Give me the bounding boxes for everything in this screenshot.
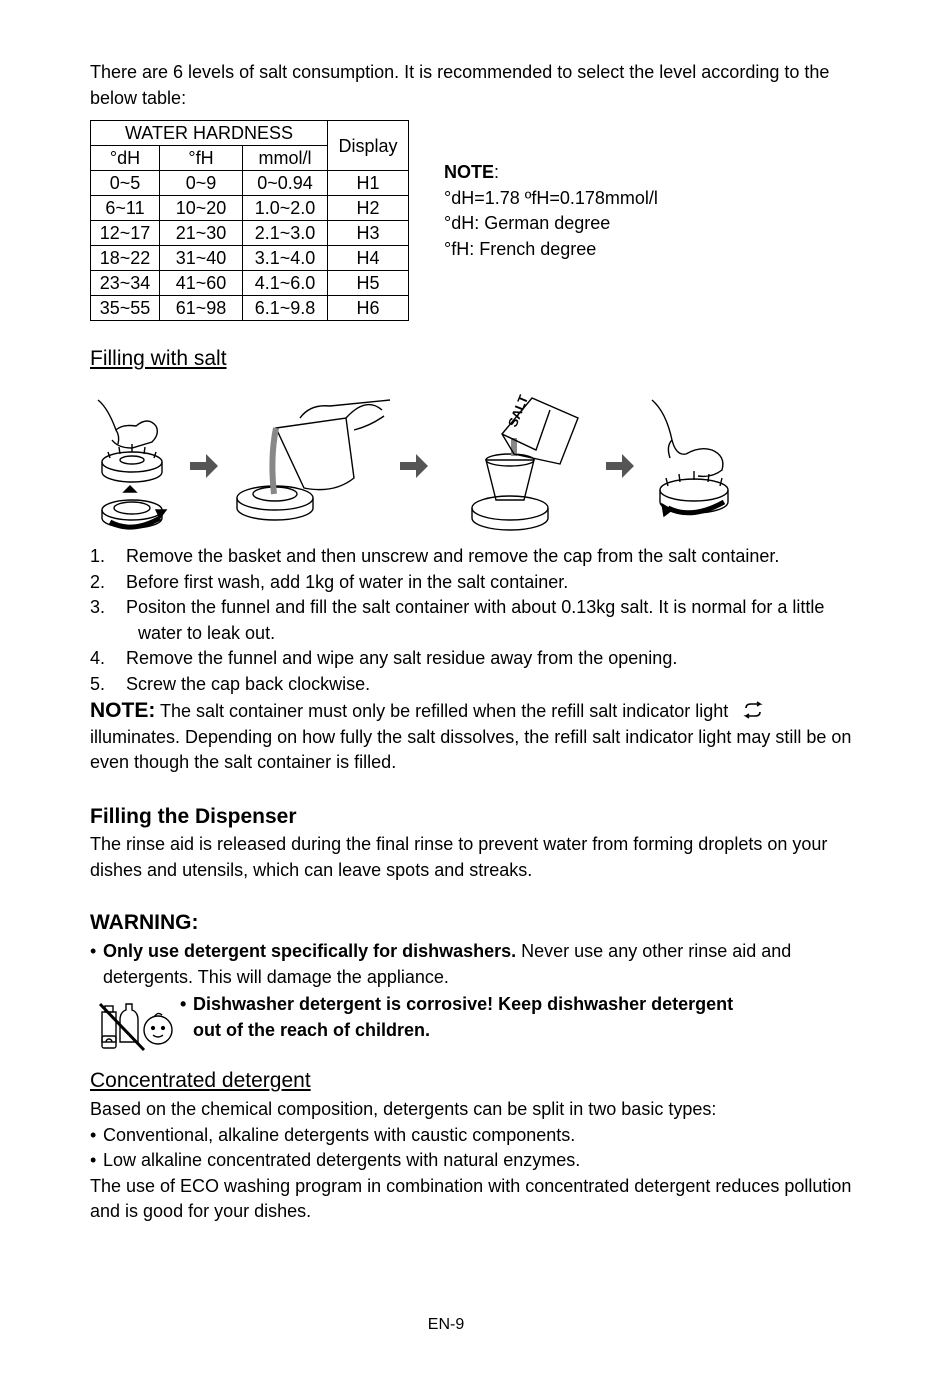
page-number: EN-9 bbox=[427, 1316, 465, 1333]
step-number: 5. bbox=[90, 673, 106, 694]
note-label: NOTE bbox=[444, 162, 495, 182]
water-hardness-table bbox=[90, 120, 409, 321]
table-cell: 31~40 bbox=[160, 246, 243, 271]
table-row bbox=[91, 221, 409, 246]
bullet: • bbox=[90, 1150, 97, 1171]
list-item bbox=[90, 570, 860, 596]
step-text: Before first wash, add 1kg of water in the salt container. bbox=[126, 571, 569, 592]
warning-item bbox=[90, 939, 860, 990]
table-cell: 4.1~6.0 bbox=[243, 271, 328, 296]
note-text: The salt container must only be refilled when the refill salt indicator light bbox=[160, 701, 729, 721]
heading-filling-dispenser: Filling the Dispenser bbox=[90, 805, 297, 828]
concentrated-text bbox=[90, 1097, 860, 1225]
arrow-right-icon bbox=[606, 454, 634, 478]
step-text: Screw the cap back clockwise. bbox=[126, 673, 371, 694]
table-cell: H2 bbox=[328, 196, 409, 221]
concentrated-intro: Based on the chemical composition, detergents can be split in two basic types: bbox=[90, 1099, 717, 1119]
step-text: Positon the funnel and fill the salt container with about 0.13kg salt. It is normal for a little water to leak out. bbox=[126, 597, 825, 643]
list-item bbox=[90, 595, 860, 646]
note-line: °fH: French degree bbox=[444, 238, 597, 259]
table-cell: 18~22 bbox=[91, 246, 160, 271]
salt-steps-illustration bbox=[90, 390, 750, 540]
table-cell: H6 bbox=[328, 296, 409, 321]
concentrated-closing: The use of ECO washing program in combination with concentrated detergent reduces pollution and is good for your dishes. bbox=[90, 1175, 852, 1222]
table-display-header: Display bbox=[328, 121, 409, 171]
note-label: NOTE: bbox=[90, 699, 156, 722]
step-number: 4. bbox=[90, 648, 106, 669]
table-cell: 1.0~2.0 bbox=[243, 196, 328, 221]
table-cell: 10~20 bbox=[160, 196, 243, 221]
note-colon: : bbox=[494, 162, 500, 182]
salt-note bbox=[90, 698, 860, 776]
step-text: Remove the funnel and wipe any salt residue away from the opening. bbox=[126, 648, 678, 669]
note-line: °dH: German degree bbox=[444, 213, 611, 234]
table-cell: 6~11 bbox=[91, 196, 160, 221]
salt-pack-label: SALT bbox=[504, 392, 532, 430]
arrow-right-icon bbox=[190, 454, 218, 478]
dispenser-text: The rinse aid is released during the final rinse to prevent water from forming droplets on your dishes and utensils, which can leave spots and streaks. bbox=[90, 834, 828, 880]
hand-cap-close-icon bbox=[652, 400, 728, 516]
step-text: Remove the basket and then unscrew and remove the cap from the salt container. bbox=[126, 546, 780, 566]
table-cell: 23~34 bbox=[91, 271, 160, 296]
list-item bbox=[90, 1148, 860, 1174]
warning-text: Never use any other rinse aid and detergents. This will damage the appliance. bbox=[103, 941, 792, 987]
table-cell: 41~60 bbox=[160, 271, 243, 296]
table-cell: 0~5 bbox=[91, 171, 160, 196]
step-number: 2. bbox=[90, 571, 106, 592]
warning-bold-text: Only use detergent specifically for dishwashers. bbox=[103, 941, 517, 961]
table-cell: 6.1~9.8 bbox=[243, 296, 328, 321]
salt-indicator-icon bbox=[743, 701, 763, 719]
list-item bbox=[90, 672, 860, 698]
table-cell: H5 bbox=[328, 271, 409, 296]
bullet-text: Conventional, alkaline detergents with caustic components. bbox=[103, 1124, 576, 1145]
table-cell: H3 bbox=[328, 221, 409, 246]
table-col-header: °dH bbox=[91, 146, 160, 171]
heading-filling-salt: Filling with salt bbox=[90, 347, 227, 370]
table-row bbox=[91, 171, 409, 196]
table-group-header: WATER HARDNESS bbox=[91, 121, 328, 146]
note-text: illuminates. Depending on how fully the salt dissolves, the refill salt indicator light may still be on even though the salt container is filled. bbox=[90, 726, 852, 773]
table-cell: 12~17 bbox=[91, 221, 160, 246]
table-cell: H4 bbox=[328, 246, 409, 271]
heading-warning: WARNING: bbox=[90, 911, 199, 934]
bullet-text: Low alkaline concentrated detergents with natural enzymes. bbox=[103, 1150, 581, 1171]
hand-cap-icon bbox=[98, 400, 166, 528]
table-cell: 35~55 bbox=[91, 296, 160, 321]
salt-pack-icon bbox=[472, 393, 578, 530]
step-number: 1. bbox=[90, 546, 106, 566]
jug-pour-icon bbox=[237, 400, 390, 520]
keep-away-from-children-icon bbox=[98, 996, 174, 1052]
salt-steps-list bbox=[90, 544, 860, 698]
table-cell: H1 bbox=[328, 171, 409, 196]
table-row bbox=[91, 296, 409, 321]
table-cell: 61~98 bbox=[160, 296, 243, 321]
table-cell: 0~9 bbox=[160, 171, 243, 196]
intro-text: There are 6 levels of salt consumption. It is recommended to select the level according to the below table: bbox=[90, 62, 830, 108]
hardness-note bbox=[444, 160, 744, 262]
warning-text: Dishwasher detergent is corrosive! Keep dishwasher detergent bbox=[193, 994, 734, 1014]
table-cell: 21~30 bbox=[160, 221, 243, 246]
table-col-header: °fH bbox=[160, 146, 243, 171]
table-row bbox=[91, 271, 409, 296]
table-cell: 3.1~4.0 bbox=[243, 246, 328, 271]
bullet: • bbox=[90, 941, 97, 961]
table-row bbox=[91, 246, 409, 271]
list-item bbox=[90, 646, 860, 672]
heading-concentrated-detergent: Concentrated detergent bbox=[90, 1069, 311, 1092]
list-item bbox=[90, 544, 860, 570]
table-cell: 0~0.94 bbox=[243, 171, 328, 196]
table-cell: 2.1~3.0 bbox=[243, 221, 328, 246]
list-item bbox=[90, 1123, 860, 1149]
table-col-header: mmol/l bbox=[243, 146, 328, 171]
note-line: °dH=1.78 ºfH=0.178mmol/l bbox=[444, 187, 658, 208]
bullet: • bbox=[90, 1124, 97, 1145]
warning-text: out of the reach of children. bbox=[193, 1019, 431, 1040]
table-row bbox=[91, 196, 409, 221]
warning-item-children bbox=[180, 992, 840, 1043]
arrow-right-icon bbox=[400, 454, 428, 478]
step-number: 3. bbox=[90, 597, 106, 618]
bullet: • bbox=[180, 994, 187, 1014]
